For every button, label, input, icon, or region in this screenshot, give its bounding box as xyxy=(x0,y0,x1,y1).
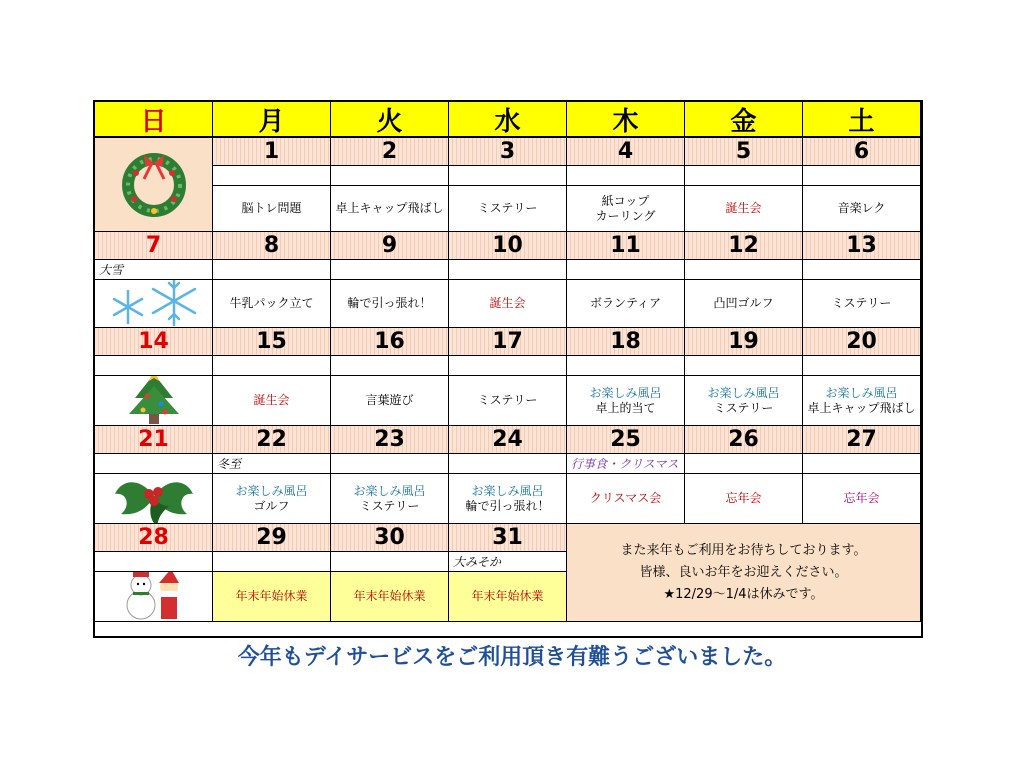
activity-text: 音楽レク xyxy=(837,201,886,215)
date-cell-26: 26 xyxy=(685,426,803,454)
day-note-cell xyxy=(213,552,331,572)
activity-text: カーリング xyxy=(595,208,656,223)
date-cell-10: 10 xyxy=(449,232,567,260)
day-note-cell: 大雪 xyxy=(95,260,213,280)
message-line: 皆様、良いお年をお迎えください。 xyxy=(639,564,848,580)
holly-icon xyxy=(109,474,199,524)
date-cell-29: 29 xyxy=(213,524,331,552)
activity-cell-4 xyxy=(567,186,685,232)
activity-cell-22 xyxy=(213,474,331,524)
activity-text: ミステリー xyxy=(713,400,774,415)
day-note-cell xyxy=(449,260,567,280)
activity-cell-18 xyxy=(567,376,685,426)
activity-text: お楽しみ風呂 xyxy=(353,483,426,498)
date-cell-12: 12 xyxy=(685,232,803,260)
activity-text: ボランティア xyxy=(589,296,662,310)
weekday-header-2: 火 xyxy=(331,102,449,138)
activity-cell-2 xyxy=(331,186,449,232)
activity-text: お楽しみ風呂 xyxy=(471,483,544,498)
snowman-santa-icon xyxy=(119,572,189,622)
day-note-cell xyxy=(95,454,213,474)
activity-cell-8 xyxy=(213,280,331,328)
activity-text: 牛乳パック立て xyxy=(229,296,314,310)
date-cell-15: 15 xyxy=(213,328,331,356)
date-cell-1: 1 xyxy=(213,138,331,166)
activity-text: 誕生会 xyxy=(725,201,762,215)
date-cell-17: 17 xyxy=(449,328,567,356)
day-note-cell xyxy=(331,166,449,186)
day-note-cell xyxy=(331,356,449,376)
date-cell-8: 8 xyxy=(213,232,331,260)
day-note-cell xyxy=(213,166,331,186)
date-cell-4: 4 xyxy=(567,138,685,166)
sunday-image-cell-3 xyxy=(95,474,213,524)
christmas-tree-icon xyxy=(119,376,189,426)
day-note-cell: 行事食・クリスマス xyxy=(567,454,685,474)
activity-cell-5 xyxy=(685,186,803,232)
weekday-header-5: 金 xyxy=(685,102,803,138)
activity-text: お楽しみ風呂 xyxy=(589,385,662,400)
activity-text: 誕生会 xyxy=(489,296,526,310)
activity-cell-23 xyxy=(331,474,449,524)
activity-cell-12 xyxy=(685,280,803,328)
sunday-image-cell-2 xyxy=(95,376,213,426)
date-cell-31: 31 xyxy=(449,524,567,552)
activity-text: お楽しみ風呂 xyxy=(235,483,308,498)
activity-cell-16 xyxy=(331,376,449,426)
activity-text: ミステリー xyxy=(359,498,420,513)
day-note-cell xyxy=(803,166,921,186)
sunday-image-cell-4 xyxy=(95,572,213,622)
activity-cell-20 xyxy=(803,376,921,426)
date-cell-19: 19 xyxy=(685,328,803,356)
activity-text: 言葉遊び xyxy=(365,393,414,407)
date-cell-16: 16 xyxy=(331,328,449,356)
day-note-cell xyxy=(331,454,449,474)
day-note-cell xyxy=(685,260,803,280)
day-note-cell xyxy=(567,166,685,186)
activity-text: 紙コップ xyxy=(601,193,650,208)
activity-text: お楽しみ風呂 xyxy=(825,385,898,400)
date-cell-5: 5 xyxy=(685,138,803,166)
activity-text: 卓上キャップ飛ばし xyxy=(335,201,444,215)
activity-cell-24 xyxy=(449,474,567,524)
activity-cell-13 xyxy=(803,280,921,328)
activity-cell-15 xyxy=(213,376,331,426)
date-cell-18: 18 xyxy=(567,328,685,356)
weekday-header-1: 月 xyxy=(213,102,331,138)
day-note-cell xyxy=(685,166,803,186)
activity-cell-30 xyxy=(331,572,449,622)
activity-text: 凸凹ゴルフ xyxy=(713,296,774,310)
weekday-header-6: 土 xyxy=(803,102,921,138)
day-note-cell xyxy=(803,454,921,474)
day-note-cell xyxy=(685,454,803,474)
day-note-cell xyxy=(567,356,685,376)
day-note-cell xyxy=(449,454,567,474)
activity-text: 卓上キャップ飛ばし xyxy=(807,400,916,415)
activity-cell-10 xyxy=(449,280,567,328)
activity-cell-3 xyxy=(449,186,567,232)
snowflake-icon xyxy=(104,280,204,328)
date-cell-11: 11 xyxy=(567,232,685,260)
day-note-cell xyxy=(213,356,331,376)
date-cell-20: 20 xyxy=(803,328,921,356)
date-cell-21: 21 xyxy=(95,426,213,454)
date-cell-3: 3 xyxy=(449,138,567,166)
weekday-header-3: 水 xyxy=(449,102,567,138)
day-note-cell xyxy=(95,552,213,572)
date-cell-23: 23 xyxy=(331,426,449,454)
activity-text: 年末年始休業 xyxy=(471,589,544,603)
day-note-cell xyxy=(213,260,331,280)
date-cell-27: 27 xyxy=(803,426,921,454)
day-note-cell xyxy=(331,552,449,572)
date-cell-30: 30 xyxy=(331,524,449,552)
date-cell-2: 2 xyxy=(331,138,449,166)
activity-cell-9 xyxy=(331,280,449,328)
date-cell-22: 22 xyxy=(213,426,331,454)
date-cell-6: 6 xyxy=(803,138,921,166)
date-cell-25: 25 xyxy=(567,426,685,454)
calendar xyxy=(93,100,923,638)
day-note-cell xyxy=(803,356,921,376)
day-note-cell: 大みそか xyxy=(449,552,567,572)
day-note-cell xyxy=(95,356,213,376)
activity-text: 忘年会 xyxy=(725,491,762,505)
activity-text: お楽しみ風呂 xyxy=(707,385,780,400)
activity-text: 忘年会 xyxy=(843,491,880,505)
activity-cell-11 xyxy=(567,280,685,328)
activity-cell-27 xyxy=(803,474,921,524)
activity-cell-1 xyxy=(213,186,331,232)
activity-cell-25 xyxy=(567,474,685,524)
wreath-icon xyxy=(114,143,194,227)
activity-text: 卓上的当て xyxy=(595,400,656,415)
day-note-cell xyxy=(685,356,803,376)
day-note-cell xyxy=(449,356,567,376)
date-cell-24: 24 xyxy=(449,426,567,454)
activity-text: 誕生会 xyxy=(253,393,290,407)
closing-message xyxy=(567,524,921,622)
weekday-header-4: 木 xyxy=(567,102,685,138)
activity-text: ミステリー xyxy=(831,296,892,310)
activity-text: ゴルフ xyxy=(253,498,290,513)
day-note-cell: 冬至 xyxy=(213,454,331,474)
footer-message: 今年もデイサービスをご利用頂き有難うございました。 xyxy=(237,645,787,670)
day-note-cell xyxy=(331,260,449,280)
activity-text: 輪で引っ張れ！ xyxy=(347,296,432,310)
message-line: また来年もご利用をお待ちしております。 xyxy=(620,542,867,558)
date-cell-28: 28 xyxy=(95,524,213,552)
activity-text: ミステリー xyxy=(477,393,538,407)
activity-text: 年末年始休業 xyxy=(353,589,426,603)
activity-cell-31 xyxy=(449,572,567,622)
activity-text: クリスマス会 xyxy=(589,491,662,505)
activity-cell-29 xyxy=(213,572,331,622)
day-note-cell xyxy=(449,166,567,186)
activity-cell-17 xyxy=(449,376,567,426)
activity-text: 年末年始休業 xyxy=(235,589,308,603)
activity-cell-6 xyxy=(803,186,921,232)
activity-text: 脳トレ問題 xyxy=(241,201,302,215)
sunday-image-cell-0 xyxy=(95,138,213,232)
activity-text: 輪で引っ張れ！ xyxy=(465,498,550,513)
activity-text: ミステリー xyxy=(477,201,538,215)
activity-cell-26 xyxy=(685,474,803,524)
date-cell-9: 9 xyxy=(331,232,449,260)
activity-cell-19 xyxy=(685,376,803,426)
day-note-cell xyxy=(803,260,921,280)
weekday-header-0: 日 xyxy=(95,102,213,138)
date-cell-13: 13 xyxy=(803,232,921,260)
date-cell-7: 7 xyxy=(95,232,213,260)
day-note-cell xyxy=(567,260,685,280)
message-line: ★12/29～1/4は休みです。 xyxy=(663,586,824,602)
sunday-image-cell-1 xyxy=(95,280,213,328)
date-cell-14: 14 xyxy=(95,328,213,356)
